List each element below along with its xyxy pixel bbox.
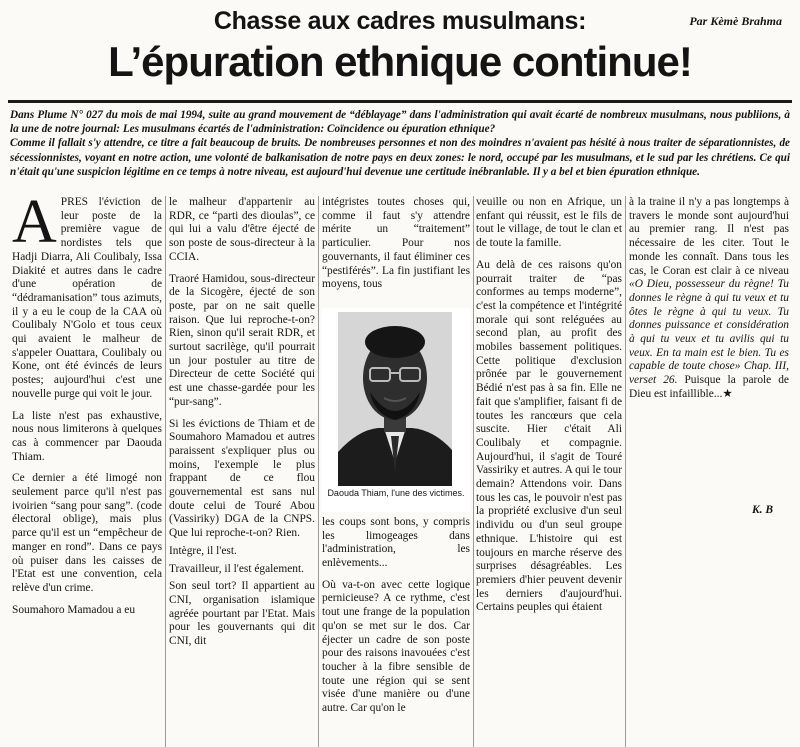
body-paragraph: Si les évictions de Thiam et de Soumahoro Mamadou et autres paraissent s'expliquer plus ou moins, l'exemple le plus frappant de ce flou gouvernemental est sans nul doute celui de Touré Abou (Vassiriky) DGA de la CNPS. Que lui reproche-t-on? Rien. <box>169 417 315 540</box>
body-paragraph: Soumahoro Mamadou a eu <box>12 603 136 616</box>
body-text: l'éviction de leur poste de la première vague de nordistes tels que Hadji Diarra, Ali Coulibaly, Issa Diakité et autres dans le cadre d'une opération de “dédramanisation” tous azimuts, il y a eu le coup de la CAA où Coulibaly N'Golo et tous ceux qui avaient le malheur de s'appeler Ouattara, Coulibaly ou Kone, ont été évincés de leurs postes; aujourd'hui c'est une nouvelle purge qui voit le jour. <box>12 196 162 400</box>
photo-caption: Daouda Thiam, l'une des victimes. <box>327 488 465 498</box>
body-paragraph: Son seul tort? Il appartient au CNI, organisation islamique agréée pourtant par l'Etat. Mais pour les gouvernants qui dit CNI, dit <box>169 580 315 648</box>
article-kicker: Chasse aux cadres musulmans: <box>213 7 587 35</box>
column-4 <box>476 196 622 747</box>
body-paragraph: le malheur d'appartenir au RDR, ce “parti des dioulas”, ce qui lui a valu d'être éjecté de son poste de sous-directeur à la CCIA. <box>169 196 315 263</box>
intro-paragraph: Dans Plume N° 027 du mois de mai 1994, suite au grand mouvement de “déblayage” dans l'administration qui avait écarté de nombreux musulmans, nous publiions, à la une de notre journal: Les musulmans écartés de l'administration: Coïncidence ou épuration ethnique? <box>10 109 790 136</box>
column-1 <box>12 196 162 747</box>
body-paragraph: Où va-t-on avec cette logique pernicieuse? A ce rythme, c'est tout une frange de la population qu'on se met sur le dos. Car éjecter un cadre de son poste pour des raisons inavouées c'est toucher à la fibre sensible de toute une région qui se sent visée d'une manière ou d'une autre. Car qu'on le <box>322 578 470 715</box>
quran-quote: «O Dieu, possesseur du règne! Tu donnes le règne à qui tu veux et tu ôtes le règne à qui tu veux. Tu donnes puissance et considération à qui tu veux et tu avilis qui tu veux. En ta main est le bien. Tu es capable de toute chose» <box>629 278 789 373</box>
article-title: L’épuration ethnique continue! <box>108 38 692 85</box>
portrait-photo <box>338 312 452 486</box>
intro-paragraph: Comme il fallait s'y attendre, ce titre a fait beaucoup de bruits. De nombreuses personnes et non des moindres n'avaient pas hésité à nous traiter de séparationnistes, de sécessionnistes, voyant en notre action, une volonté de balkanisation de notre pays en deux zones: le nord, occupé par les musulmans, et le sud par les chrétiens. Ce qui n'était qu'une suspicion légitime en ce temps à notre niveau, est aujourd'hui devenue une certitude inébranlable. Il y a bel et bien épuration ethnique. <box>10 137 790 178</box>
body-paragraph: les coups sont bons, y compris les limogeages dans l'administration, les enlèvements... <box>322 515 470 570</box>
body-paragraph: veuille ou non en Afrique, un enfant qui réussit, est le fils de tout le village, de tout le clan et de toute la famille. <box>476 196 622 250</box>
article-intro <box>10 108 790 179</box>
body-paragraph: Au delà de ces raisons qu'on pourrait traiter de “pas conformes au temps moderne”, c'est la compétence et l'intégrité morale qui sont reléguées au second plan, au profit des mobiles bassement politiques. Cette politique d'exclusion prônée par le gouvernement Bédié n'est pas à sa fin. Elle ne fait que s'amplifier, faisant fi de toutes les rancœurs que cela suscite. Hier c'était Ali Coulibaly et compagnie. Aujourd'hui, il s'agit de Touré Vassiriky et autres. A qui le tour demain? Attendons voir. Dans tous les cas, le pouvoir n'est pas la propriété exclusive d'un seul individu ou d'un seul groupe ethnique. L'histoire qui est toujours en marche réserve des surprises désagréables. Les premiers d'hier peuvent devenir les derniers d'aujourd'hui. Certains peuples qui étaient <box>476 258 622 614</box>
lead-paragraph <box>12 196 162 402</box>
author-signature: K. B <box>752 504 774 516</box>
portrait-photo-box <box>322 308 470 512</box>
body-paragraph: intégristes toutes choses qui, comme il faut s'y attendre mérite un “traitement” particulier. Pour nos gouvernants, il faut éliminer ces “pestiférés”. La fin justifiant les moyens, tous <box>322 196 470 291</box>
body-paragraph: Traoré Hamidou, sous-directeur de la Sicogère, éjecté de son poste, par on ne sait quelle raison. Que lui reproche-t-on? Rien, sinon qu'il serait RDR, et surtout sacrilège, qu'il pourrait un jour postuler au titre de Directeur de cette Société qui est une chasse-gardée pour les “pur-sang”. <box>169 272 315 408</box>
column-5 <box>629 196 789 747</box>
column-divider <box>473 196 474 747</box>
article-byline: Par Kèmè Brahma <box>689 14 782 28</box>
article-headline <box>0 4 800 86</box>
header-rule <box>8 100 792 103</box>
drop-cap: A <box>12 196 57 256</box>
body-paragraph: Ce dernier a été limogé non seulement parce qu'il n'est pas ivoirien “sang pour sang”. (code électoral oblige), mais plus parce qu'il est un “empêcheur de manger en rond”. Dans ce pays où puiser dans les caisses de l'Etat est une convention, cela relève d'un crime. <box>12 472 162 594</box>
lead-word: PRES <box>60 196 89 208</box>
body-paragraph: La liste n'est pas exhaustive, nous nous limiterons à quelques cas à commencer par Daouda Thiam. <box>12 409 162 463</box>
body-paragraph <box>629 196 789 402</box>
body-text: à la traine il n'y a pas longtemps à travers le monde sont aujourd'hui au premier rang. Il n'est pas nécessaire de les citer. Tout le monde les connaît. Dans tous les cas, le Coran est clair à ce niveau <box>629 196 789 277</box>
column-2 <box>169 196 315 747</box>
quote-reference: Chap. III, verset 26. <box>629 360 789 387</box>
column-divider <box>625 196 626 747</box>
column-divider <box>165 196 166 747</box>
body-paragraph: Travailleur, il l'est également. <box>169 562 304 575</box>
body-paragraph: Intègre, il l'est. <box>169 544 237 557</box>
body-text: Puisque la parole de Dieu est infaillible...★ <box>629 374 789 400</box>
column-divider <box>318 196 319 747</box>
